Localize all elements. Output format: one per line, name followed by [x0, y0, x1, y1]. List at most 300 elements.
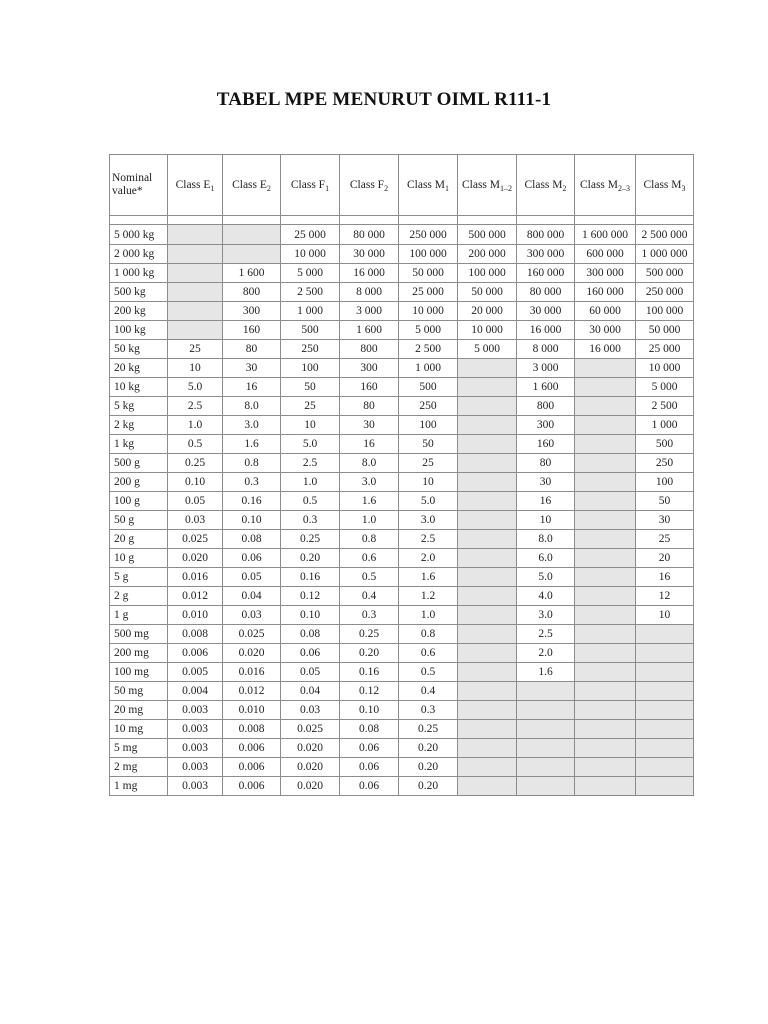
- mpe-value-cell: 3.0: [399, 511, 458, 530]
- mpe-value-cell: 60 000: [575, 302, 636, 321]
- table-row: [110, 625, 694, 644]
- table-row: [110, 663, 694, 682]
- mpe-value-cell: 30: [223, 359, 281, 378]
- mpe-value-cell: 20 000: [458, 302, 517, 321]
- table-row: [110, 587, 694, 606]
- mpe-value-cell: 1.0: [399, 606, 458, 625]
- nominal-value-cell: 2 kg: [110, 416, 168, 435]
- page-title: TABEL MPE MENURUT OIML R111-1: [216, 89, 552, 110]
- header-nominal-line2: value*: [112, 185, 143, 197]
- mpe-value-cell: 0.12: [281, 587, 340, 606]
- empty-shaded-cell: [458, 397, 517, 416]
- mpe-value-cell: 16 000: [340, 264, 399, 283]
- mpe-value-cell: 0.05: [223, 568, 281, 587]
- mpe-value-cell: 3.0: [517, 606, 575, 625]
- empty-shaded-cell: [575, 473, 636, 492]
- nominal-value-cell: 1 g: [110, 606, 168, 625]
- nominal-value-cell: 200 mg: [110, 644, 168, 663]
- mpe-value-cell: 80: [517, 454, 575, 473]
- mpe-value-cell: 1.6: [340, 492, 399, 511]
- mpe-value-cell: 0.04: [223, 587, 281, 606]
- mpe-value-cell: 2.5: [168, 397, 223, 416]
- mpe-value-cell: 0.010: [168, 606, 223, 625]
- mpe-value-cell: 50: [399, 435, 458, 454]
- mpe-value-cell: 30 000: [575, 321, 636, 340]
- empty-shaded-cell: [458, 435, 517, 454]
- mpe-value-cell: 800: [517, 397, 575, 416]
- mpe-value-cell: 0.20: [340, 644, 399, 663]
- table-row: [110, 492, 694, 511]
- nominal-value-cell: 500 kg: [110, 283, 168, 302]
- empty-shaded-cell: [458, 587, 517, 606]
- header-col-subscript: 1: [210, 183, 215, 193]
- mpe-value-cell: 0.08: [340, 720, 399, 739]
- nominal-value-cell: 10 g: [110, 549, 168, 568]
- table-row: [110, 682, 694, 701]
- mpe-value-cell: 1 600 000: [575, 225, 636, 245]
- mpe-value-cell: 50 000: [636, 321, 694, 340]
- mpe-value-cell: 0.10: [223, 511, 281, 530]
- mpe-value-cell: 800 000: [517, 225, 575, 245]
- mpe-value-cell: 0.06: [281, 644, 340, 663]
- mpe-value-cell: 0.016: [223, 663, 281, 682]
- mpe-value-cell: 30: [517, 473, 575, 492]
- mpe-value-cell: 0.16: [340, 663, 399, 682]
- mpe-value-cell: 300 000: [575, 264, 636, 283]
- mpe-value-cell: 8 000: [517, 340, 575, 359]
- header-col-subscript: 2: [562, 183, 567, 193]
- mpe-value-cell: 3.0: [223, 416, 281, 435]
- mpe-value-cell: 80: [223, 340, 281, 359]
- spacer-cell: [340, 216, 399, 225]
- mpe-value-cell: 25: [281, 397, 340, 416]
- mpe-value-cell: 5 000: [636, 378, 694, 397]
- mpe-value-cell: 0.025: [168, 530, 223, 549]
- header-col-label: Class M: [524, 178, 563, 191]
- mpe-value-cell: 0.10: [281, 606, 340, 625]
- empty-shaded-cell: [458, 530, 517, 549]
- mpe-value-cell: 2 500: [281, 283, 340, 302]
- nominal-value-cell: 50 kg: [110, 340, 168, 359]
- mpe-value-cell: 5.0: [399, 492, 458, 511]
- mpe-value-cell: 16 000: [575, 340, 636, 359]
- nominal-value-cell: 2 g: [110, 587, 168, 606]
- mpe-value-cell: 50: [636, 492, 694, 511]
- empty-shaded-cell: [168, 283, 223, 302]
- mpe-value-cell: 0.06: [340, 777, 399, 796]
- table-row: [110, 340, 694, 359]
- nominal-value-cell: 5 kg: [110, 397, 168, 416]
- mpe-value-cell: 500 000: [636, 264, 694, 283]
- empty-shaded-cell: [458, 454, 517, 473]
- mpe-value-cell: 600 000: [575, 245, 636, 264]
- nominal-value-cell: 200 kg: [110, 302, 168, 321]
- mpe-value-cell: 500: [636, 435, 694, 454]
- table-row: [110, 739, 694, 758]
- empty-shaded-cell: [517, 701, 575, 720]
- header-col: [575, 155, 636, 216]
- empty-shaded-cell: [575, 511, 636, 530]
- table-row: [110, 758, 694, 777]
- mpe-value-cell: 0.08: [281, 625, 340, 644]
- mpe-value-cell: 0.3: [340, 606, 399, 625]
- mpe-value-cell: 12: [636, 587, 694, 606]
- empty-shaded-cell: [575, 739, 636, 758]
- header-col: [399, 155, 458, 216]
- mpe-value-cell: 0.003: [168, 739, 223, 758]
- mpe-value-cell: 0.012: [223, 682, 281, 701]
- mpe-value-cell: 2 500: [399, 340, 458, 359]
- empty-shaded-cell: [636, 739, 694, 758]
- mpe-value-cell: 500: [281, 321, 340, 340]
- mpe-value-cell: 0.3: [223, 473, 281, 492]
- mpe-value-cell: 0.008: [168, 625, 223, 644]
- mpe-value-cell: 10: [168, 359, 223, 378]
- empty-shaded-cell: [168, 245, 223, 264]
- empty-shaded-cell: [168, 225, 223, 245]
- mpe-value-cell: 250 000: [399, 225, 458, 245]
- mpe-value-cell: 1 600: [223, 264, 281, 283]
- mpe-value-cell: 2.5: [517, 625, 575, 644]
- empty-shaded-cell: [575, 378, 636, 397]
- header-col-subscript: 1–2: [500, 183, 513, 193]
- mpe-value-cell: 25 000: [636, 340, 694, 359]
- mpe-value-cell: 16: [517, 492, 575, 511]
- mpe-value-cell: 1.6: [517, 663, 575, 682]
- mpe-value-cell: 250 000: [636, 283, 694, 302]
- header-nominal-line1: Nominal: [112, 172, 153, 184]
- mpe-value-cell: 300 000: [517, 245, 575, 264]
- mpe-value-cell: 10 000: [281, 245, 340, 264]
- mpe-value-cell: 5.0: [517, 568, 575, 587]
- mpe-value-cell: 2.5: [399, 530, 458, 549]
- mpe-value-cell: 25 000: [281, 225, 340, 245]
- mpe-value-cell: 30 000: [517, 302, 575, 321]
- table-row: [110, 245, 694, 264]
- mpe-value-cell: 50 000: [399, 264, 458, 283]
- mpe-value-cell: 5 000: [281, 264, 340, 283]
- empty-shaded-cell: [517, 682, 575, 701]
- mpe-value-cell: 0.8: [223, 454, 281, 473]
- mpe-value-cell: 800: [340, 340, 399, 359]
- empty-shaded-cell: [458, 492, 517, 511]
- header-col: [281, 155, 340, 216]
- mpe-value-cell: 2 500: [636, 397, 694, 416]
- empty-shaded-cell: [223, 245, 281, 264]
- mpe-value-cell: 300: [517, 416, 575, 435]
- table-row: [110, 568, 694, 587]
- mpe-value-cell: 0.12: [340, 682, 399, 701]
- mpe-value-cell: 1.0: [168, 416, 223, 435]
- mpe-value-cell: 0.003: [168, 701, 223, 720]
- header-col-subscript: 3: [681, 183, 686, 193]
- mpe-value-cell: 800: [223, 283, 281, 302]
- mpe-table: [109, 154, 694, 796]
- nominal-value-cell: 500 mg: [110, 625, 168, 644]
- mpe-value-cell: 0.020: [168, 549, 223, 568]
- mpe-value-cell: 30: [636, 511, 694, 530]
- nominal-value-cell: 100 mg: [110, 663, 168, 682]
- mpe-value-cell: 0.8: [399, 625, 458, 644]
- empty-shaded-cell: [458, 416, 517, 435]
- empty-shaded-cell: [458, 606, 517, 625]
- header-col-label: Class E: [232, 178, 267, 191]
- mpe-value-cell: 10: [517, 511, 575, 530]
- mpe-value-cell: 80 000: [340, 225, 399, 245]
- mpe-value-cell: 0.020: [223, 644, 281, 663]
- header-col-subscript: 1: [445, 183, 450, 193]
- header-col-label: Class M: [461, 178, 501, 191]
- empty-shaded-cell: [458, 378, 517, 397]
- mpe-value-cell: 100: [399, 416, 458, 435]
- empty-shaded-cell: [575, 606, 636, 625]
- mpe-value-cell: 10: [636, 606, 694, 625]
- table-row: [110, 606, 694, 625]
- spacer-cell: [168, 216, 223, 225]
- empty-shaded-cell: [636, 644, 694, 663]
- header-spacer-row: [110, 216, 694, 225]
- nominal-value-cell: 5 g: [110, 568, 168, 587]
- spacer-cell: [399, 216, 458, 225]
- mpe-value-cell: 1.6: [223, 435, 281, 454]
- mpe-value-cell: 250: [636, 454, 694, 473]
- header-col: [636, 155, 694, 216]
- header-col-label: Class M: [579, 178, 619, 191]
- nominal-value-cell: 1 000 kg: [110, 264, 168, 283]
- mpe-value-cell: 10 000: [636, 359, 694, 378]
- header-col: [168, 155, 223, 216]
- mpe-value-cell: 25: [399, 454, 458, 473]
- mpe-value-cell: 100 000: [399, 245, 458, 264]
- empty-shaded-cell: [458, 720, 517, 739]
- table-row: [110, 473, 694, 492]
- empty-shaded-cell: [575, 359, 636, 378]
- empty-shaded-cell: [168, 302, 223, 321]
- mpe-value-cell: 0.003: [168, 758, 223, 777]
- mpe-value-cell: 3 000: [517, 359, 575, 378]
- mpe-value-cell: 2 500 000: [636, 225, 694, 245]
- nominal-value-cell: 50 g: [110, 511, 168, 530]
- mpe-value-cell: 300: [223, 302, 281, 321]
- mpe-value-cell: 0.3: [281, 511, 340, 530]
- mpe-value-cell: 0.006: [223, 758, 281, 777]
- table-row: [110, 644, 694, 663]
- mpe-value-cell: 0.016: [168, 568, 223, 587]
- mpe-value-cell: 4.0: [517, 587, 575, 606]
- mpe-value-cell: 0.06: [340, 758, 399, 777]
- header-col-subscript: 1: [325, 183, 330, 193]
- empty-shaded-cell: [517, 720, 575, 739]
- empty-shaded-cell: [575, 682, 636, 701]
- mpe-value-cell: 100 000: [458, 264, 517, 283]
- mpe-value-cell: 0.012: [168, 587, 223, 606]
- header-col-subscript: 2–3: [618, 183, 631, 193]
- empty-shaded-cell: [517, 758, 575, 777]
- table-row: [110, 701, 694, 720]
- empty-shaded-cell: [575, 568, 636, 587]
- mpe-value-cell: 0.5: [340, 568, 399, 587]
- header-col: [458, 155, 517, 216]
- nominal-value-cell: 5 mg: [110, 739, 168, 758]
- empty-shaded-cell: [168, 321, 223, 340]
- table-row: [110, 549, 694, 568]
- mpe-value-cell: 0.16: [223, 492, 281, 511]
- mpe-value-cell: 0.20: [399, 739, 458, 758]
- mpe-value-cell: 0.20: [281, 549, 340, 568]
- nominal-value-cell: 200 g: [110, 473, 168, 492]
- mpe-value-cell: 0.6: [340, 549, 399, 568]
- empty-shaded-cell: [575, 416, 636, 435]
- mpe-value-cell: 1 000: [636, 416, 694, 435]
- mpe-value-cell: 3.0: [340, 473, 399, 492]
- header-col-subscript: 2: [384, 183, 389, 193]
- mpe-value-cell: 0.006: [168, 644, 223, 663]
- mpe-value-cell: 1.0: [340, 511, 399, 530]
- nominal-value-cell: 50 mg: [110, 682, 168, 701]
- table-row: [110, 283, 694, 302]
- empty-shaded-cell: [575, 454, 636, 473]
- mpe-value-cell: 25: [168, 340, 223, 359]
- empty-shaded-cell: [517, 739, 575, 758]
- mpe-value-cell: 0.020: [281, 739, 340, 758]
- table-row: [110, 225, 694, 245]
- mpe-value-cell: 2.5: [281, 454, 340, 473]
- mpe-value-cell: 0.4: [340, 587, 399, 606]
- mpe-value-cell: 1.2: [399, 587, 458, 606]
- mpe-value-cell: 0.5: [281, 492, 340, 511]
- mpe-value-cell: 0.5: [399, 663, 458, 682]
- mpe-value-cell: 1 600: [517, 378, 575, 397]
- empty-shaded-cell: [458, 625, 517, 644]
- table-row: [110, 397, 694, 416]
- empty-shaded-cell: [636, 777, 694, 796]
- mpe-value-cell: 1 000: [399, 359, 458, 378]
- header-col-label: Class E: [175, 178, 211, 191]
- mpe-value-cell: 1 000: [281, 302, 340, 321]
- mpe-value-cell: 16 000: [517, 321, 575, 340]
- mpe-value-cell: 5 000: [399, 321, 458, 340]
- empty-shaded-cell: [458, 739, 517, 758]
- empty-shaded-cell: [636, 720, 694, 739]
- spacer-cell: [223, 216, 281, 225]
- mpe-value-cell: 16: [340, 435, 399, 454]
- nominal-value-cell: 20 mg: [110, 701, 168, 720]
- mpe-value-cell: 0.03: [168, 511, 223, 530]
- mpe-value-cell: 0.006: [223, 777, 281, 796]
- header-col: [340, 155, 399, 216]
- mpe-value-cell: 10 000: [458, 321, 517, 340]
- mpe-value-cell: 0.25: [168, 454, 223, 473]
- table-row: [110, 530, 694, 549]
- mpe-value-cell: 0.020: [281, 777, 340, 796]
- mpe-value-cell: 0.25: [281, 530, 340, 549]
- mpe-value-cell: 10 000: [399, 302, 458, 321]
- spacer-cell: [517, 216, 575, 225]
- mpe-value-cell: 160: [517, 435, 575, 454]
- mpe-value-cell: 1.0: [281, 473, 340, 492]
- table-row: [110, 359, 694, 378]
- mpe-value-cell: 0.08: [223, 530, 281, 549]
- mpe-value-cell: 25 000: [399, 283, 458, 302]
- mpe-value-cell: 100 000: [636, 302, 694, 321]
- mpe-value-cell: 0.005: [168, 663, 223, 682]
- empty-shaded-cell: [223, 225, 281, 245]
- empty-shaded-cell: [575, 701, 636, 720]
- mpe-value-cell: 8.0: [517, 530, 575, 549]
- mpe-value-cell: 6.0: [517, 549, 575, 568]
- table-header-row: [110, 155, 694, 216]
- mpe-value-cell: 250: [399, 397, 458, 416]
- mpe-value-cell: 0.003: [168, 777, 223, 796]
- mpe-value-cell: 1.6: [399, 568, 458, 587]
- mpe-value-cell: 10: [281, 416, 340, 435]
- mpe-value-cell: 500 000: [458, 225, 517, 245]
- mpe-value-cell: 160 000: [575, 283, 636, 302]
- empty-shaded-cell: [458, 701, 517, 720]
- nominal-value-cell: 100 g: [110, 492, 168, 511]
- nominal-value-cell: 2 000 kg: [110, 245, 168, 264]
- empty-shaded-cell: [575, 549, 636, 568]
- empty-shaded-cell: [168, 264, 223, 283]
- empty-shaded-cell: [575, 397, 636, 416]
- empty-shaded-cell: [636, 758, 694, 777]
- empty-shaded-cell: [458, 663, 517, 682]
- table-row: [110, 511, 694, 530]
- spacer-cell: [458, 216, 517, 225]
- empty-shaded-cell: [575, 435, 636, 454]
- mpe-value-cell: 0.05: [168, 492, 223, 511]
- mpe-value-cell: 200 000: [458, 245, 517, 264]
- empty-shaded-cell: [636, 625, 694, 644]
- empty-shaded-cell: [636, 701, 694, 720]
- nominal-value-cell: 20 kg: [110, 359, 168, 378]
- table-row: [110, 264, 694, 283]
- empty-shaded-cell: [636, 663, 694, 682]
- mpe-value-cell: 0.06: [340, 739, 399, 758]
- mpe-value-cell: 0.004: [168, 682, 223, 701]
- mpe-value-cell: 0.8: [340, 530, 399, 549]
- mpe-value-cell: 16: [223, 378, 281, 397]
- mpe-value-cell: 3 000: [340, 302, 399, 321]
- empty-shaded-cell: [575, 663, 636, 682]
- header-col-label: Class M: [406, 178, 446, 191]
- nominal-value-cell: 500 g: [110, 454, 168, 473]
- mpe-value-cell: 50: [281, 378, 340, 397]
- mpe-value-cell: 30: [340, 416, 399, 435]
- nominal-value-cell: 10 mg: [110, 720, 168, 739]
- mpe-value-cell: 0.003: [168, 720, 223, 739]
- nominal-value-cell: 10 kg: [110, 378, 168, 397]
- empty-shaded-cell: [575, 777, 636, 796]
- mpe-value-cell: 250: [281, 340, 340, 359]
- empty-shaded-cell: [458, 359, 517, 378]
- mpe-value-cell: 0.025: [281, 720, 340, 739]
- spacer-cell: [110, 216, 168, 225]
- table-row: [110, 454, 694, 473]
- mpe-value-cell: 0.020: [281, 758, 340, 777]
- mpe-value-cell: 10: [399, 473, 458, 492]
- mpe-value-cell: 0.010: [223, 701, 281, 720]
- mpe-value-cell: 0.5: [168, 435, 223, 454]
- mpe-value-cell: 0.05: [281, 663, 340, 682]
- mpe-value-cell: 2.0: [517, 644, 575, 663]
- mpe-value-cell: 100: [281, 359, 340, 378]
- mpe-value-cell: 0.20: [399, 777, 458, 796]
- mpe-value-cell: 500: [399, 378, 458, 397]
- table-row: [110, 777, 694, 796]
- nominal-value-cell: 1 kg: [110, 435, 168, 454]
- nominal-value-cell: 20 g: [110, 530, 168, 549]
